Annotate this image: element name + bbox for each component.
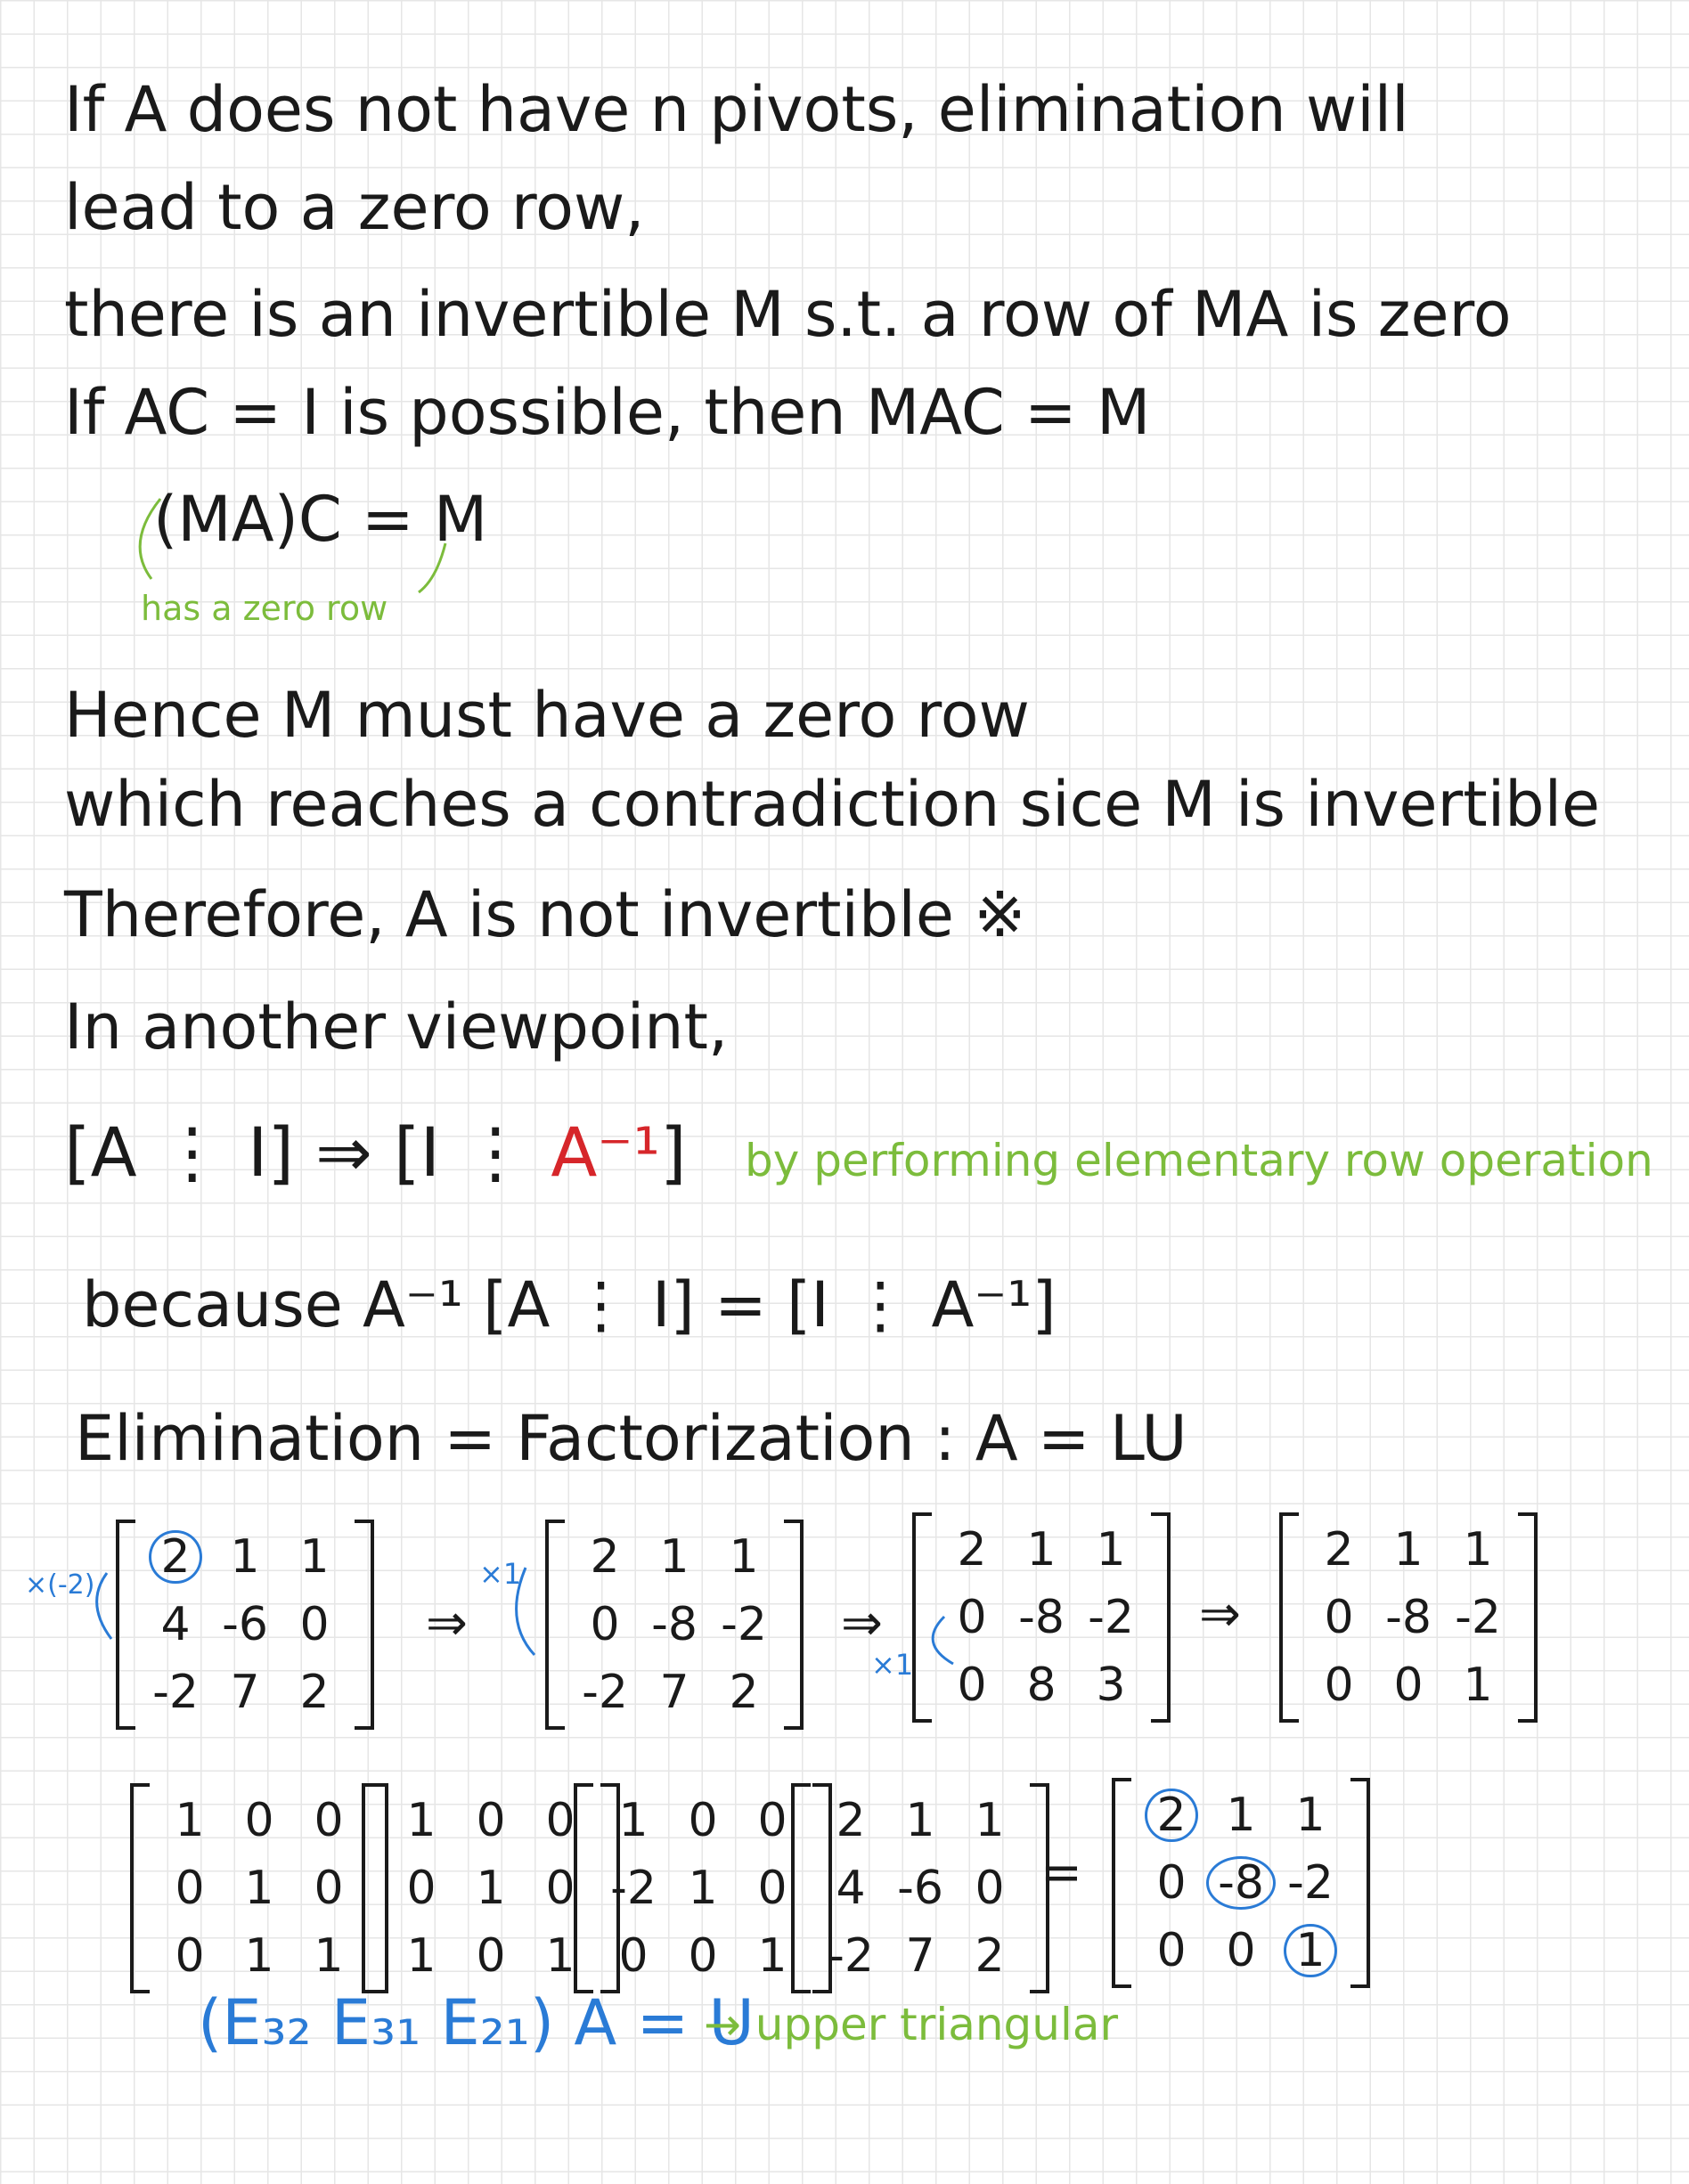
matrix-step-4: [1279, 1512, 1538, 1723]
matrix-entry: 0: [957, 1658, 987, 1712]
matrix-entry: 1: [1463, 1658, 1493, 1712]
matrix-entry: 1: [1284, 1924, 1336, 1978]
matrix-entry: 0: [688, 1794, 718, 1847]
equals-sign: =: [1040, 1844, 1082, 1902]
matrix-entry: 0: [314, 1862, 344, 1915]
matrix-entry: 0: [1324, 1658, 1354, 1712]
matrix-entry: 2: [957, 1523, 987, 1577]
matrix-entry: 2: [975, 1929, 1005, 1983]
text-line-6: Hence M must have a zero row: [64, 679, 1030, 752]
matrix-entry: 0: [476, 1929, 506, 1983]
matrix-e32: [130, 1783, 388, 1993]
matrix-entry: -8: [651, 1598, 698, 1651]
matrix-entry: 4: [160, 1598, 191, 1651]
matrix-entry: 1: [1026, 1523, 1057, 1577]
matrix-entry: 2: [590, 1530, 620, 1584]
matrix-entry: 0: [299, 1598, 330, 1651]
matrix-entry: 1: [406, 1929, 437, 1983]
matrix-step-3: [912, 1512, 1171, 1723]
matrix-a: [116, 1520, 374, 1730]
matrix-e21-grid: [593, 1783, 812, 1993]
matrix-entry: 0: [618, 1929, 649, 1983]
matrix-a-grid: [135, 1520, 355, 1730]
matrix-entry: 0: [957, 1591, 987, 1644]
matrix-entry: 1: [230, 1530, 260, 1584]
matrix-entry: 0: [1156, 1924, 1187, 1977]
matrix-entry: 1: [659, 1530, 689, 1584]
matrix-entry: 1: [545, 1929, 575, 1983]
matrix-entry: 2: [836, 1794, 866, 1847]
matrix-entry: 1: [1226, 1789, 1256, 1842]
text-line-7: which reaches a contradiction sice M is invertible: [64, 768, 1601, 841]
text-line-9: In another viewpoint,: [64, 990, 729, 1063]
text-line-2: lead to a zero row,: [64, 171, 645, 244]
elimination-equation: (E₃₂ E₃₁ E₂₁) A = U: [198, 1986, 755, 2059]
matrix-entry: 0: [406, 1862, 437, 1915]
matrix-entry: 0: [175, 1862, 205, 1915]
matrix-entry: 8: [1026, 1658, 1057, 1712]
matrix-entry: 1: [975, 1794, 1005, 1847]
matrix-e31-grid: [381, 1783, 600, 1993]
matrix-entry: 1: [618, 1794, 649, 1847]
matrix-entry: 0: [1156, 1856, 1187, 1910]
augmented-left: [A ⋮ I] ⇒ [I ⋮: [64, 1112, 551, 1192]
matrix-entry: -6: [897, 1862, 943, 1915]
matrix-entry: 1: [299, 1530, 330, 1584]
matrix-entry: -2: [1287, 1856, 1334, 1910]
matrix-step-2: [545, 1520, 804, 1730]
matrix-entry: 0: [545, 1794, 575, 1847]
matrix-entry: 1: [1096, 1523, 1126, 1577]
text-line-1: If A does not have n pivots, elimination will: [64, 73, 1409, 146]
matrix-a-2-grid: [811, 1783, 1030, 1993]
matrix-entry: 1: [729, 1530, 759, 1584]
matrix-entry: 3: [1096, 1658, 1126, 1712]
matrix-entry: 1: [175, 1794, 205, 1847]
matrix-entry: 1: [1295, 1789, 1326, 1842]
multiplier-minus-2: ×(-2): [25, 1569, 95, 1601]
matrix-entry: 0: [545, 1862, 575, 1915]
matrix-step-4-grid: [1299, 1512, 1518, 1723]
matrix-entry: 0: [590, 1598, 620, 1651]
matrix-step-2-grid: [565, 1520, 784, 1730]
matrix-entry: 0: [975, 1862, 1005, 1915]
matrix-entry: 1: [314, 1929, 344, 1983]
matrix-u-grid: [1131, 1778, 1350, 1988]
matrix-entry: -2: [152, 1666, 199, 1719]
zero-row-note: has a zero row: [141, 589, 388, 628]
matrix-a-2: [791, 1783, 1049, 1993]
augmented-close: ]: [659, 1112, 687, 1192]
matrix-entry: -8: [1385, 1591, 1432, 1644]
matrix-entry: 0: [244, 1794, 274, 1847]
matrix-entry: -2: [721, 1598, 767, 1651]
matrix-entry: -2: [1088, 1591, 1134, 1644]
matrix-entry: 0: [1324, 1591, 1354, 1644]
matrix-entry: 7: [905, 1929, 935, 1983]
text-line-8: Therefore, A is not invertible ※: [64, 878, 1026, 951]
arrow-2: ⇒: [841, 1594, 883, 1652]
text-line-5: (MA)C = M: [153, 483, 488, 556]
arrow-1: ⇒: [426, 1594, 468, 1652]
row-operation-note: by performing elementary row operation: [745, 1135, 1653, 1186]
matrix-entry: 1: [406, 1794, 437, 1847]
matrix-entry: 1: [905, 1794, 935, 1847]
matrix-entry: 1: [244, 1862, 274, 1915]
matrix-entry: 2: [299, 1666, 330, 1719]
matrix-entry: 2: [149, 1530, 201, 1585]
text-line-11: because A⁻¹ [A ⋮ I] = [I ⋮ A⁻¹]: [82, 1268, 1057, 1341]
upper-triangular-note: → upper triangular: [704, 1999, 1119, 2050]
matrix-entry: 2: [1324, 1523, 1354, 1577]
inverse-red: A⁻¹: [551, 1112, 660, 1192]
matrix-entry: 0: [757, 1862, 787, 1915]
matrix-u: [1112, 1778, 1370, 1988]
matrix-entry: 2: [1145, 1789, 1197, 1843]
matrix-entry: 0: [314, 1794, 344, 1847]
matrix-entry: 0: [1226, 1924, 1256, 1977]
text-line-4: If AC = I is possible, then MAC = M: [64, 376, 1151, 449]
matrix-entry: 0: [476, 1794, 506, 1847]
matrix-e32-grid: [150, 1783, 369, 1993]
matrix-entry: -2: [610, 1862, 657, 1915]
matrix-entry: 1: [244, 1929, 274, 1983]
matrix-entry: 1: [1393, 1523, 1424, 1577]
matrix-entry: -8: [1206, 1856, 1276, 1911]
matrix-entry: 0: [175, 1929, 205, 1983]
matrix-entry: 2: [729, 1666, 759, 1719]
matrix-entry: -8: [1018, 1591, 1065, 1644]
matrix-entry: 1: [1463, 1523, 1493, 1577]
matrix-entry: -2: [582, 1666, 628, 1719]
matrix-entry: -2: [1455, 1591, 1501, 1644]
matrix-entry: 7: [659, 1666, 689, 1719]
multiplier-1b: ×1: [871, 1648, 914, 1682]
matrix-entry: -2: [828, 1929, 874, 1983]
matrix-entry: 1: [476, 1862, 506, 1915]
matrix-entry: 1: [688, 1862, 718, 1915]
multiplier-1a: ×1: [479, 1557, 522, 1591]
matrix-entry: 4: [836, 1862, 866, 1915]
text-line-3: there is an invertible M s.t. a row of MA is zero: [64, 278, 1512, 351]
matrix-entry: 0: [757, 1794, 787, 1847]
matrix-entry: -6: [222, 1598, 268, 1651]
matrix-entry: 7: [230, 1666, 260, 1719]
text-line-12: Elimination = Factorization : A = LU: [75, 1402, 1187, 1475]
matrix-entry: 1: [757, 1929, 787, 1983]
matrix-step-3-grid: [932, 1512, 1151, 1723]
augmented-matrix-line: [64, 1112, 687, 1192]
matrix-entry: 0: [1393, 1658, 1424, 1712]
arrow-3: ⇒: [1199, 1585, 1241, 1643]
matrix-entry: 0: [688, 1929, 718, 1983]
